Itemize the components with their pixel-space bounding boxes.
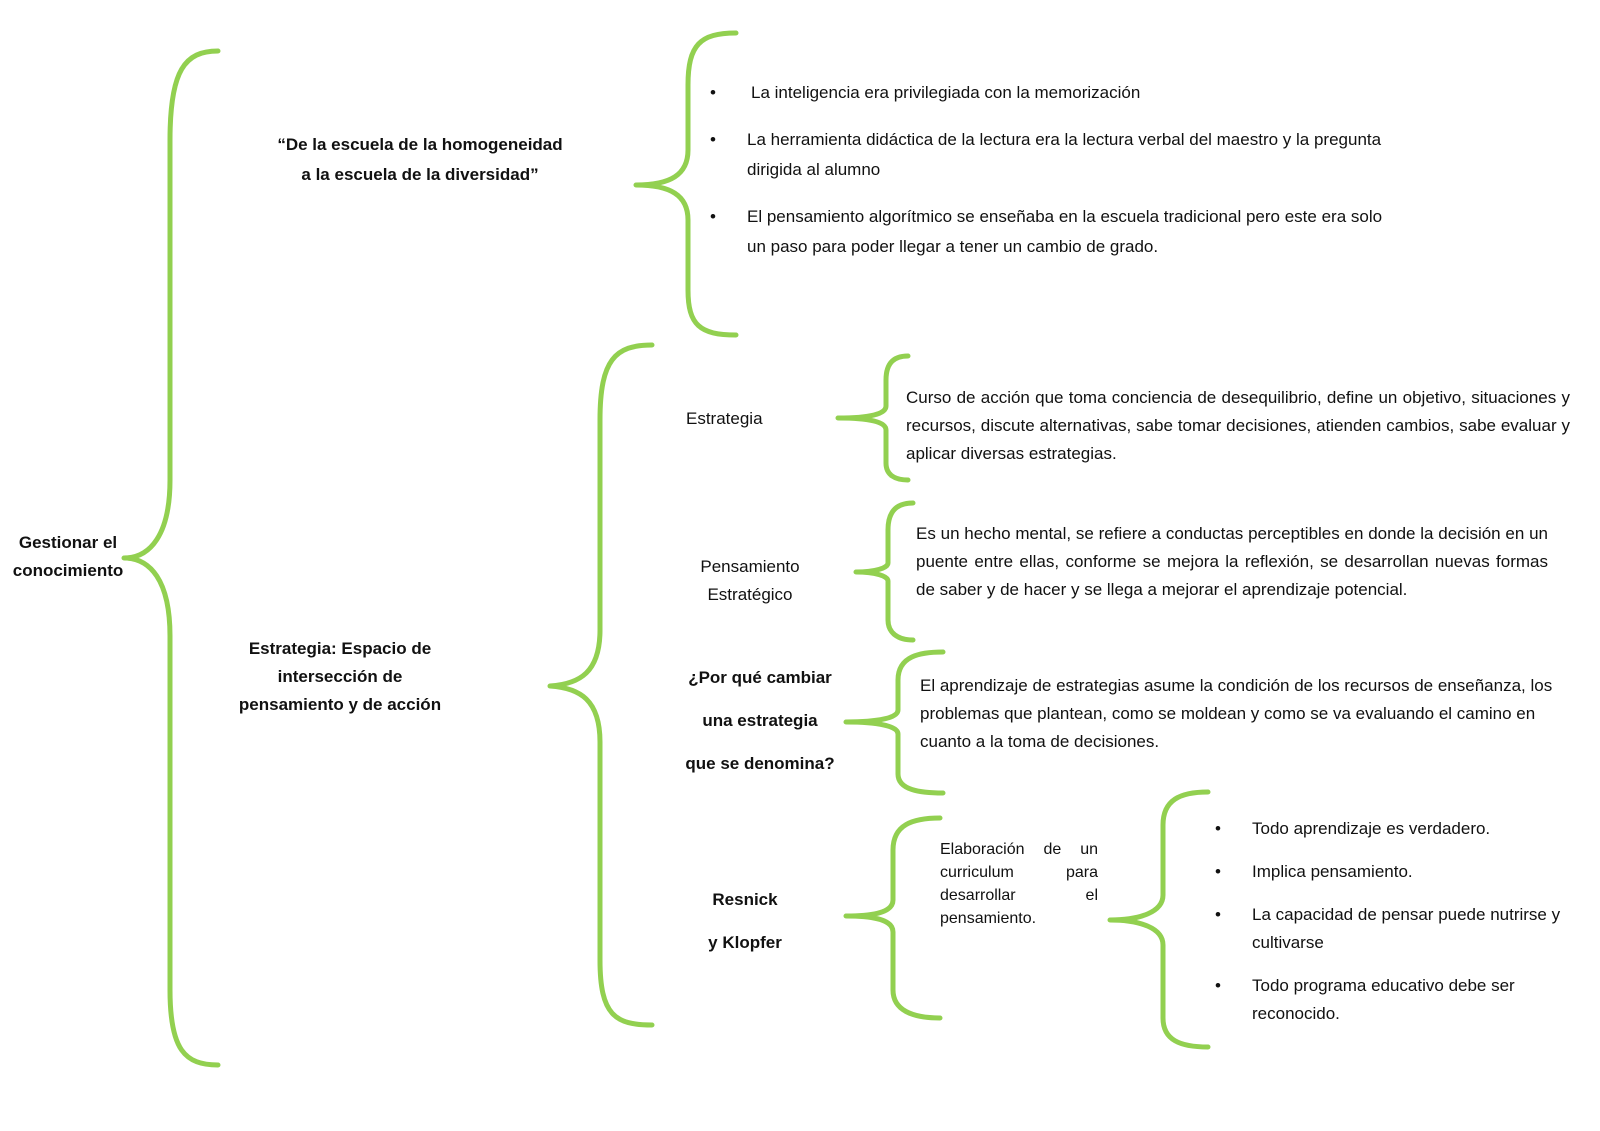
branch1-title bbox=[255, 130, 585, 190]
branch1-title-line2: a la escuela de la diversidad” bbox=[301, 165, 539, 184]
porque-label bbox=[670, 656, 850, 785]
branch1-bullet-2 bbox=[710, 125, 1400, 185]
root-label bbox=[6, 529, 130, 585]
porque-label-line3: que se denomina? bbox=[685, 754, 835, 773]
brace-resnick bbox=[846, 818, 940, 1018]
resnick-definition: Elaboración de un curriculum para desarrollar el pensamiento. bbox=[940, 841, 1098, 927]
branch1-title-line1: “De la escuela de la homogeneidad bbox=[277, 135, 563, 154]
branch2-title bbox=[215, 635, 465, 719]
pensamiento-label-line1: Pensamiento bbox=[700, 557, 800, 576]
brace-estrategia bbox=[838, 356, 908, 480]
root-label-line2: conocimiento bbox=[12, 561, 124, 580]
resnick-bullet-3 bbox=[1215, 901, 1587, 957]
branch1-bullet-text: La inteligencia era privilegiada con la memorización bbox=[751, 83, 1141, 102]
estrategia-label: Estrategia bbox=[686, 409, 763, 428]
resnick-bullet-text: Implica pensamiento. bbox=[1252, 862, 1413, 881]
resnick-bullet-4 bbox=[1215, 972, 1587, 1028]
branch2-title-line3: pensamiento y de acción bbox=[238, 695, 442, 714]
branch1-bullet-1 bbox=[710, 78, 1400, 108]
pensamiento-label bbox=[680, 553, 820, 609]
estrategia-definition: Curso de acción que toma conciencia de desequilibrio, define un objetivo, situaciones y recursos, discute alternativas, sabe tomar decisiones, atienden cambios, sabe evaluar y aplicar diversas estrategias. bbox=[906, 388, 1570, 463]
resnick-bullet-text: Todo programa educativo debe ser reconocido. bbox=[1252, 976, 1515, 1023]
brace-pensamiento bbox=[856, 503, 913, 640]
branch1-bullet-3 bbox=[710, 202, 1400, 262]
porque-label-line2: una estrategia bbox=[702, 711, 818, 730]
resnick-bullet-list bbox=[1215, 815, 1587, 1028]
branch2-title-line1: Estrategia: Espacio de bbox=[248, 639, 432, 658]
resnick-label-line2: y Klopfer bbox=[708, 933, 782, 952]
resnick-bullet-text: La capacidad de pensar puede nutrirse y cultivarse bbox=[1252, 905, 1561, 952]
pensamiento-definition: Es un hecho mental, se refiere a conductas perceptibles en donde la decisión en un puente entre ellas, conforme se mejora la reflexión, se desarrollan nuevas formas de saber y de hacer y se llega a mejorar el aprendizaje potencial. bbox=[916, 524, 1548, 599]
resnick-bullet-text: Todo aprendizaje es verdadero. bbox=[1252, 819, 1491, 838]
branch2-title-line2: intersección de bbox=[277, 667, 403, 686]
branch1-bullet-text: La herramienta didáctica de la lectura era la lectura verbal del maestro y la pregunta dirigida al alumno bbox=[747, 130, 1382, 179]
resnick-label-line1: Resnick bbox=[712, 890, 778, 909]
brace-branch2 bbox=[550, 345, 652, 1025]
resnick-bullet-2 bbox=[1215, 858, 1587, 886]
porque-definition: El aprendizaje de estrategias asume la condición de los recursos de enseñanza, los problemas que plantean, como se moldean y como se va evaluando el camino en cuanto a la toma de decisiones. bbox=[920, 676, 1553, 751]
branch1-bullet-text: El pensamiento algorítmico se enseñaba en la escuela tradicional pero este era solo un paso para poder llegar a tener un cambio de grado. bbox=[747, 207, 1383, 256]
pensamiento-label-line2: Estratégico bbox=[707, 585, 793, 604]
porque-label-line1: ¿Por qué cambiar bbox=[688, 668, 832, 687]
brace-root bbox=[124, 51, 218, 1065]
resnick-bullet-1 bbox=[1215, 815, 1587, 843]
root-label-line1: Gestionar el bbox=[18, 533, 118, 552]
branch1-bullet-list bbox=[710, 78, 1400, 262]
brace-resnick-bullets bbox=[1110, 792, 1208, 1047]
resnick-label bbox=[690, 878, 800, 964]
